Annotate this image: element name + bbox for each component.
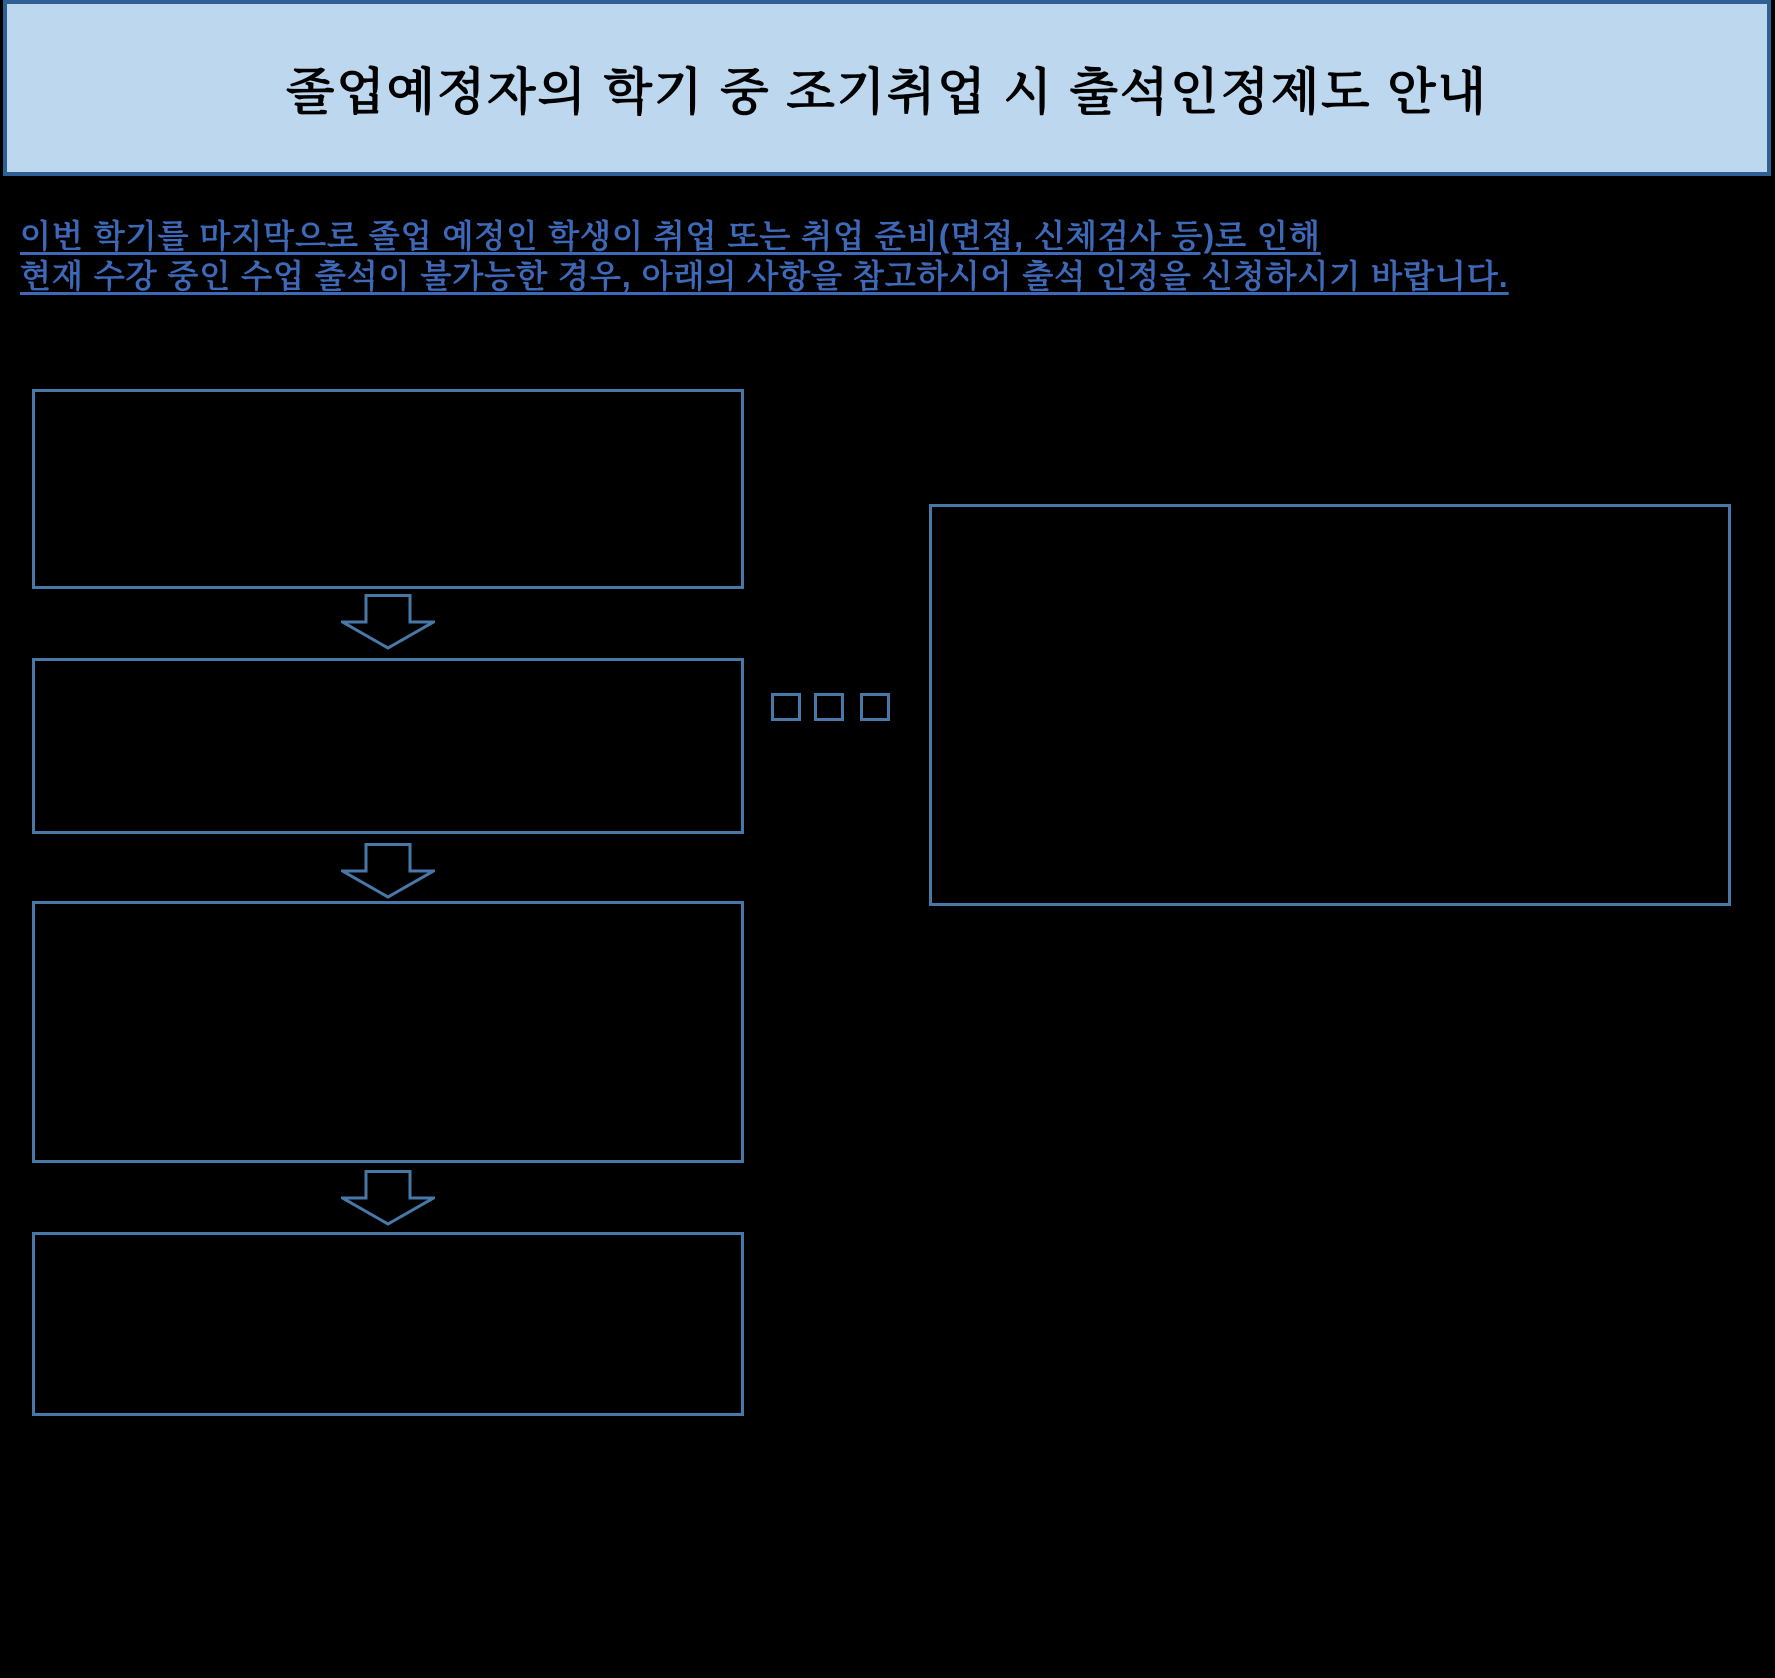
page-title: 졸업예정자의 학기 중 조기취업 시 출석인정제도 안내 bbox=[286, 64, 1488, 120]
flow-step-box-3 bbox=[32, 901, 744, 1163]
flow-step-box-2 bbox=[32, 658, 744, 834]
flow-step-box-4 bbox=[32, 1232, 744, 1416]
intro-text bbox=[20, 216, 1509, 296]
small-square-icon bbox=[860, 693, 890, 721]
intro-line-2: 현재 수강 중인 수업 출석이 불가능한 경우, 아래의 사항을 참고하시어 출석 인정을 신청하시기 바랍니다. bbox=[20, 258, 1509, 294]
down-arrow-icon bbox=[341, 843, 435, 900]
title-banner bbox=[3, 0, 1771, 176]
small-square-icon bbox=[814, 693, 844, 721]
down-arrow-icon bbox=[341, 1170, 435, 1227]
small-square-icon bbox=[771, 693, 801, 721]
intro-line-1: 이번 학기를 마지막으로 졸업 예정인 학생이 취업 또는 취업 준비(면접, 신체검사 등)로 인해 bbox=[20, 218, 1321, 254]
down-arrow-icon bbox=[341, 594, 435, 651]
flow-step-box-1 bbox=[32, 389, 744, 589]
side-note-box bbox=[929, 504, 1731, 906]
